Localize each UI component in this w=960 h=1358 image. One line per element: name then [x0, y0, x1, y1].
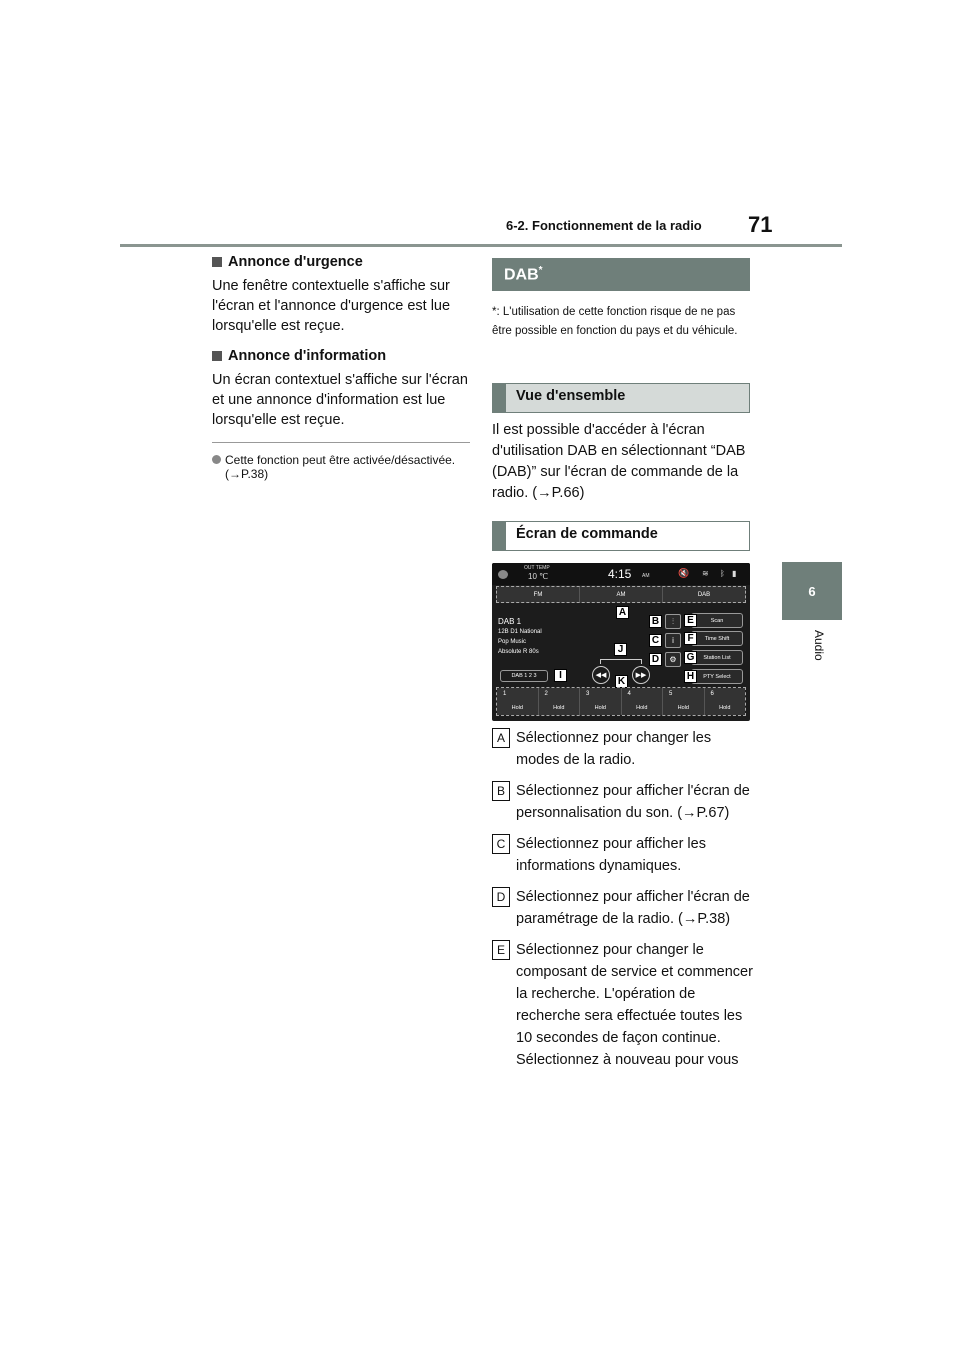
legend-letter: D: [492, 887, 510, 907]
preset-3[interactable]: [580, 688, 622, 715]
preset-bank-button[interactable]: DAB 1 2 3: [500, 670, 548, 682]
chapter-label: Audio: [812, 630, 826, 661]
out-temp-value: 10 ℃: [528, 572, 549, 581]
square-bullet-icon: [212, 351, 222, 361]
preset-label: Hold: [636, 705, 648, 711]
legend-item-b: [492, 780, 754, 824]
preset-number: 4: [627, 691, 631, 697]
preset-label: Hold: [677, 705, 689, 711]
preset-number: 6: [710, 691, 714, 697]
preset-number: 1: [503, 691, 507, 697]
wifi-icon: ≋: [702, 569, 709, 578]
callout-h: H: [684, 670, 697, 683]
preset-label: Hold: [594, 705, 606, 711]
preset-4[interactable]: [622, 688, 664, 715]
preset-bar: [496, 687, 746, 716]
legend-item-d: [492, 886, 754, 930]
circle-bullet-icon: [212, 455, 221, 464]
callout-k: K: [615, 675, 628, 688]
emergency-heading: [212, 254, 470, 270]
callout-j: J: [614, 643, 627, 656]
callout-legend: [492, 727, 754, 1080]
emergency-heading-text: Annonce d'urgence: [228, 254, 363, 270]
signal-icon: ▮: [732, 569, 737, 578]
section-title: 6-2. Fonctionnement de la radio: [506, 218, 702, 233]
mode-bar: [496, 586, 746, 603]
legend-item-a: [492, 727, 754, 771]
info-heading-text: Annonce d'information: [228, 348, 387, 364]
legend-letter: C: [492, 834, 510, 854]
mode-tab-am[interactable]: AM: [580, 587, 663, 602]
callout-g: G: [684, 651, 697, 664]
info-button[interactable]: i: [665, 633, 681, 648]
info-heading: [212, 348, 470, 364]
chapter-tab: 6: [782, 562, 842, 620]
callout-f: F: [684, 632, 697, 645]
left-column: [212, 254, 470, 481]
emergency-text: Une fenêtre contextuelle s'affiche sur l'écran et l'annonce d'urgence est lue lorsqu'elle est reçue.: [212, 278, 451, 334]
dab-banner-mark: *: [538, 265, 543, 276]
station-line-2: 12B D1 National: [498, 629, 542, 635]
legend-letter: E: [492, 940, 510, 960]
preset-1[interactable]: [497, 688, 539, 715]
square-bullet-icon: [212, 257, 222, 267]
control-screen-heading: Écran de commande: [492, 521, 750, 551]
clock: 4:15: [608, 567, 632, 581]
legend-letter: A: [492, 728, 510, 748]
preset-5[interactable]: [663, 688, 705, 715]
legend-item-e: [492, 939, 754, 1071]
scan-button[interactable]: Scan: [691, 613, 743, 628]
bluetooth-icon: ᛒ: [720, 569, 725, 578]
radio-screen-illustration: [492, 563, 750, 721]
preset-6[interactable]: [705, 688, 746, 715]
station-list-button[interactable]: Station List: [691, 650, 743, 665]
legend-text: Sélectionnez pour changer les modes de la radio.: [516, 730, 712, 768]
callout-e: E: [684, 614, 697, 627]
ampm: AM: [642, 573, 650, 579]
preset-number: 5: [669, 691, 673, 697]
note: [212, 453, 470, 481]
pty-select-button[interactable]: PTY Select: [691, 669, 743, 684]
sound-settings-button[interactable]: ⫶: [665, 614, 681, 629]
note-text: Cette fonction peut être activée/désactivée. (→P.38): [225, 453, 456, 481]
settings-gear-button[interactable]: ⚙: [665, 652, 681, 667]
preset-number: 2: [544, 691, 548, 697]
home-icon: [498, 570, 508, 579]
note-divider: [212, 442, 470, 443]
preset-label: Hold: [511, 705, 523, 711]
station-line-1: DAB 1: [498, 617, 522, 626]
info-text: Un écran contextuel s'affiche sur l'écran et une annonce d'information est lue lorsqu'elle est reçue.: [212, 372, 468, 428]
page-number: 71: [748, 212, 773, 237]
station-line-4: Absolute R 80s: [498, 649, 539, 655]
callout-d: D: [649, 653, 662, 666]
preset-label: Hold: [719, 705, 731, 711]
callout-i: I: [554, 669, 567, 682]
mute-icon: 🔇: [678, 568, 690, 578]
preset-label: Hold: [553, 705, 565, 711]
legend-letter: B: [492, 781, 510, 801]
out-temp-label: OUT TEMP: [524, 565, 550, 571]
preset-2[interactable]: [539, 688, 581, 715]
time-shift-button[interactable]: Time Shift: [691, 631, 743, 646]
legend-item-c: [492, 833, 754, 877]
callout-c: C: [649, 634, 662, 647]
footnote: *: L'utilisation de cette fonction risque de ne pas être possible en fonction du pays et du véhicule.: [492, 306, 738, 337]
overview-heading: Vue d'ensemble: [492, 383, 750, 413]
station-line-3: Pop Music: [498, 639, 527, 645]
dab-banner: [492, 258, 750, 291]
seek-back-icon[interactable]: ◀◀: [592, 666, 610, 684]
seek-forward-icon[interactable]: ▶▶: [632, 666, 650, 684]
preset-number: 3: [586, 691, 590, 697]
mode-tab-fm[interactable]: FM: [497, 587, 580, 602]
legend-text: Sélectionnez pour afficher l'écran de personnalisation du son. (→P.67): [516, 783, 750, 821]
seek-bracket: [600, 659, 642, 664]
status-bar: [492, 563, 750, 585]
legend-text: Sélectionnez pour changer le composant de service et commencer la recherche. L'opération de recherche sera effectuée toutes les 10 secondes de façon continue. Sélectionnez à nouveau pour vous: [516, 942, 753, 1068]
callout-a: A: [616, 606, 629, 619]
overview-text: Il est possible d'accéder à l'écran d'utilisation DAB en sélectionnant “DAB (DAB)” sur l'écran de commande de la radio. (→P.66): [492, 422, 746, 501]
legend-text: Sélectionnez pour afficher les informations dynamiques.: [516, 836, 706, 874]
dab-banner-text: DAB: [504, 266, 539, 284]
mode-tab-dab[interactable]: DAB: [697, 591, 711, 598]
header-rule: [120, 244, 842, 247]
callout-b: B: [649, 615, 662, 628]
legend-text: Sélectionnez pour afficher l'écran de paramétrage de la radio. (→P.38): [516, 889, 750, 927]
